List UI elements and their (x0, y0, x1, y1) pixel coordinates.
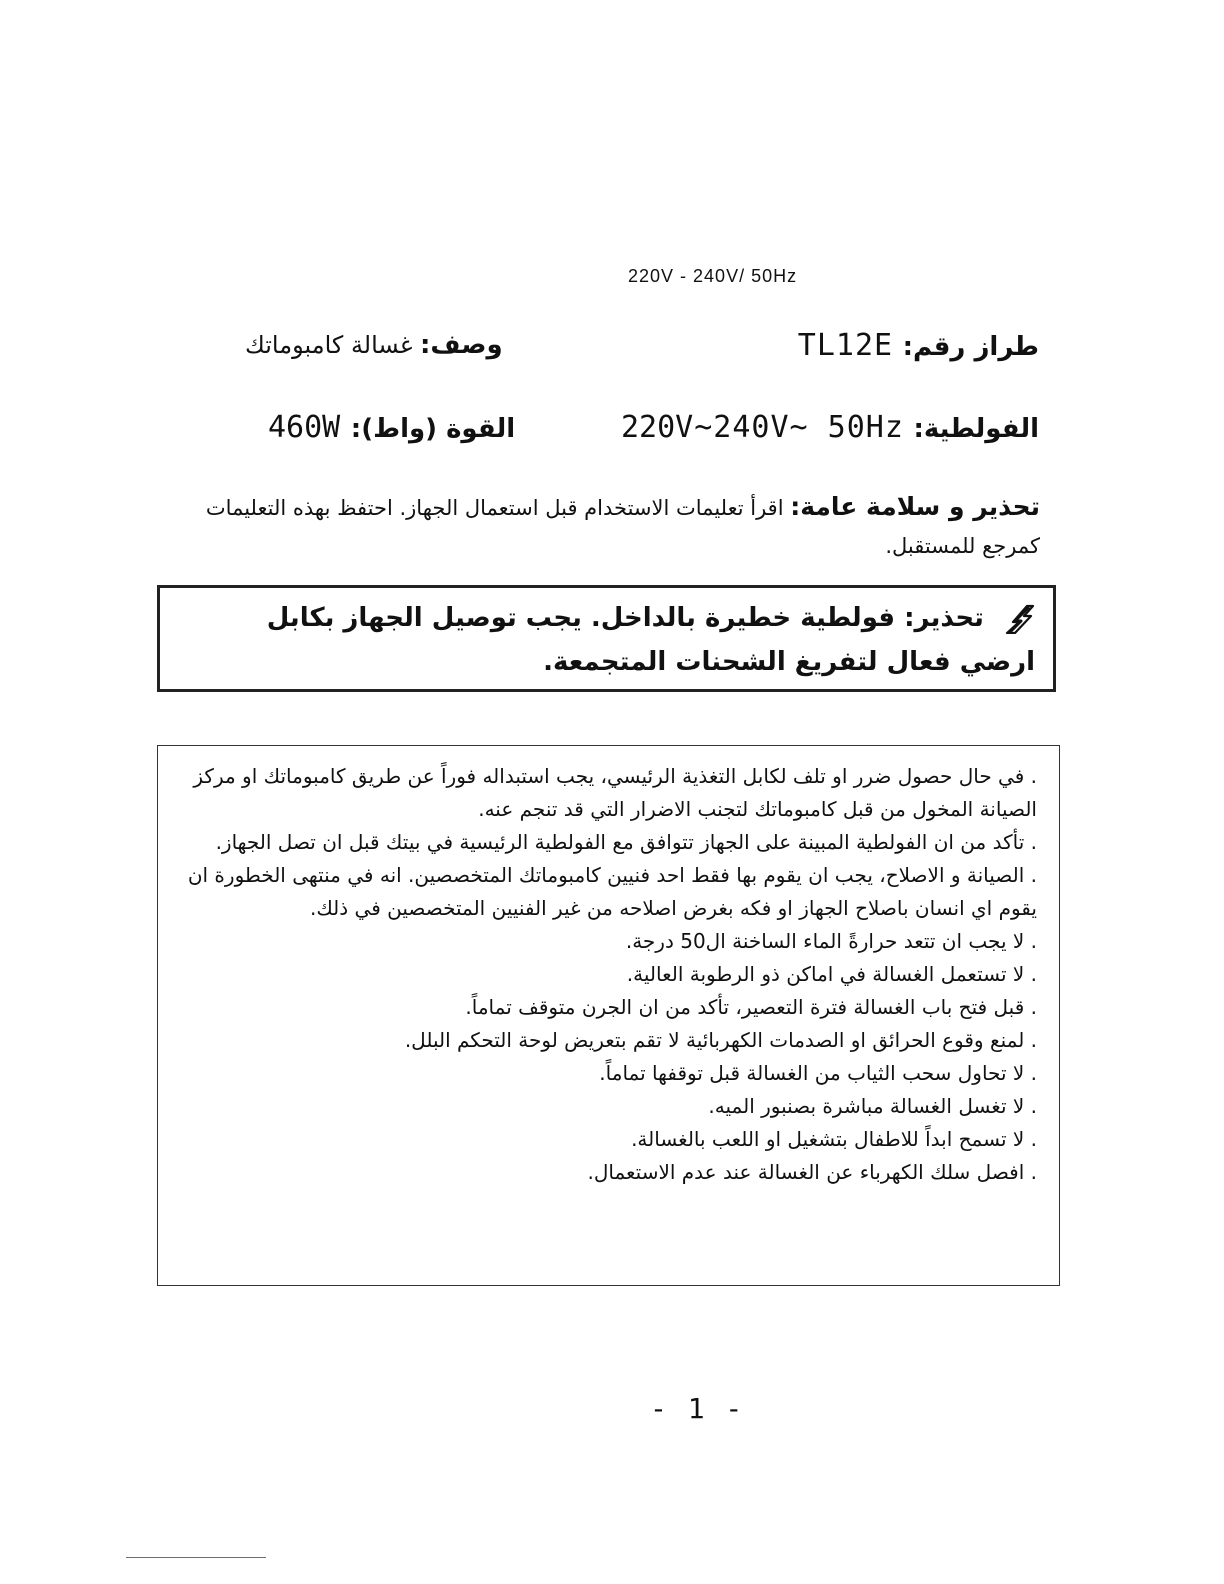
electric-warning-box (157, 585, 1056, 692)
description-label: وصف: (420, 330, 503, 360)
instruction-item: . قبل فتح باب الغسالة فترة التعصير، تأكد من ان الجرن متوقف تماماً. (465, 995, 1037, 1019)
instructions-list (172, 760, 1037, 1189)
instruction-item: . لا تسمح ابداً للاطفال بتشغيل او اللعب بالغسالة. (631, 1127, 1037, 1151)
model-spec (798, 328, 1039, 363)
power-value: 460W (268, 410, 342, 445)
power-label: القوة (واط): (350, 414, 516, 444)
lightning-bolt-icon (1001, 604, 1035, 634)
voltage-spec (621, 410, 1039, 445)
electric-warning (200, 596, 1035, 684)
instruction-item: . في حال حصول ضرر او تلف لكابل التغذية الرئيسي، يجب استبداله فوراً عن طريق كامبوماتك او مركز الصيانة المخول من قبل كامبوماتك لتجنب الاضرار التي قد تنجم عنه. (193, 764, 1037, 821)
voltage-note: 220V - 240V/ 50Hz (628, 266, 798, 286)
description-value: غسالة كامبوماتك (245, 331, 413, 359)
instruction-item: . لا تحاول سحب الثياب من الغسالة قبل توقفها تماماً. (599, 1061, 1037, 1085)
instruction-item: . الصيانة و الاصلاح، يجب ان يقوم بها فقط احد فنيين كامبوماتك المتخصصين. انه في منتهى الخطورة ان يقوم اي انسان باصلاح الجهاز او فكه بغرض اصلاحه من غير الفنيين المتخصصين في ذلك. (187, 863, 1037, 920)
general-safety-label: تحذير و سلامة عامة: (790, 492, 1040, 521)
voltage-value: 220V~240V~ 50Hz (620, 410, 904, 445)
page-number: - 1 - (650, 1392, 745, 1425)
instructions-box (157, 745, 1060, 1286)
instruction-item: . افصل سلك الكهرباء عن الغسالة عند عدم الاستعمال. (587, 1160, 1037, 1184)
voltage-label: الفولطية: (913, 414, 1039, 444)
instruction-item: . لا تغسل الغسالة مباشرة بصنبور الميه. (708, 1094, 1037, 1118)
model-value: TL12E (797, 328, 894, 363)
instruction-item: . تأكد من ان الفولطية المبينة على الجهاز تتوافق مع الفولطية الرئيسية في بيتك قبل ان تصل الجهاز. (215, 830, 1037, 854)
instruction-item: . لا تستعمل الغسالة في اماكن ذو الرطوبة العالية. (626, 962, 1037, 986)
electric-warning-text: تحذير: فولطية خطيرة بالداخل. يجب توصيل الجهاز بكابل ارضي فعال لتفريغ الشحنات المتجمعة. (266, 603, 1035, 677)
description-spec (245, 330, 503, 360)
footer-rule (126, 1557, 266, 1558)
model-label: طراز رقم: (902, 332, 1039, 362)
general-safety (190, 488, 1040, 565)
instruction-item: . لا يجب ان تتعد حرارةً الماء الساخنة ال50 درجة. (625, 929, 1037, 953)
instruction-item: . لمنع وقوع الحرائق او الصدمات الكهربائية لا تقم بتعريض لوحة التحكم البلل. (404, 1028, 1037, 1052)
general-safety-text: اقرأ تعليمات الاستخدام قبل استعمال الجهاز. احتفظ بهذه التعليمات كمرجع للمستقبل. (205, 496, 1040, 558)
power-spec (268, 410, 515, 445)
